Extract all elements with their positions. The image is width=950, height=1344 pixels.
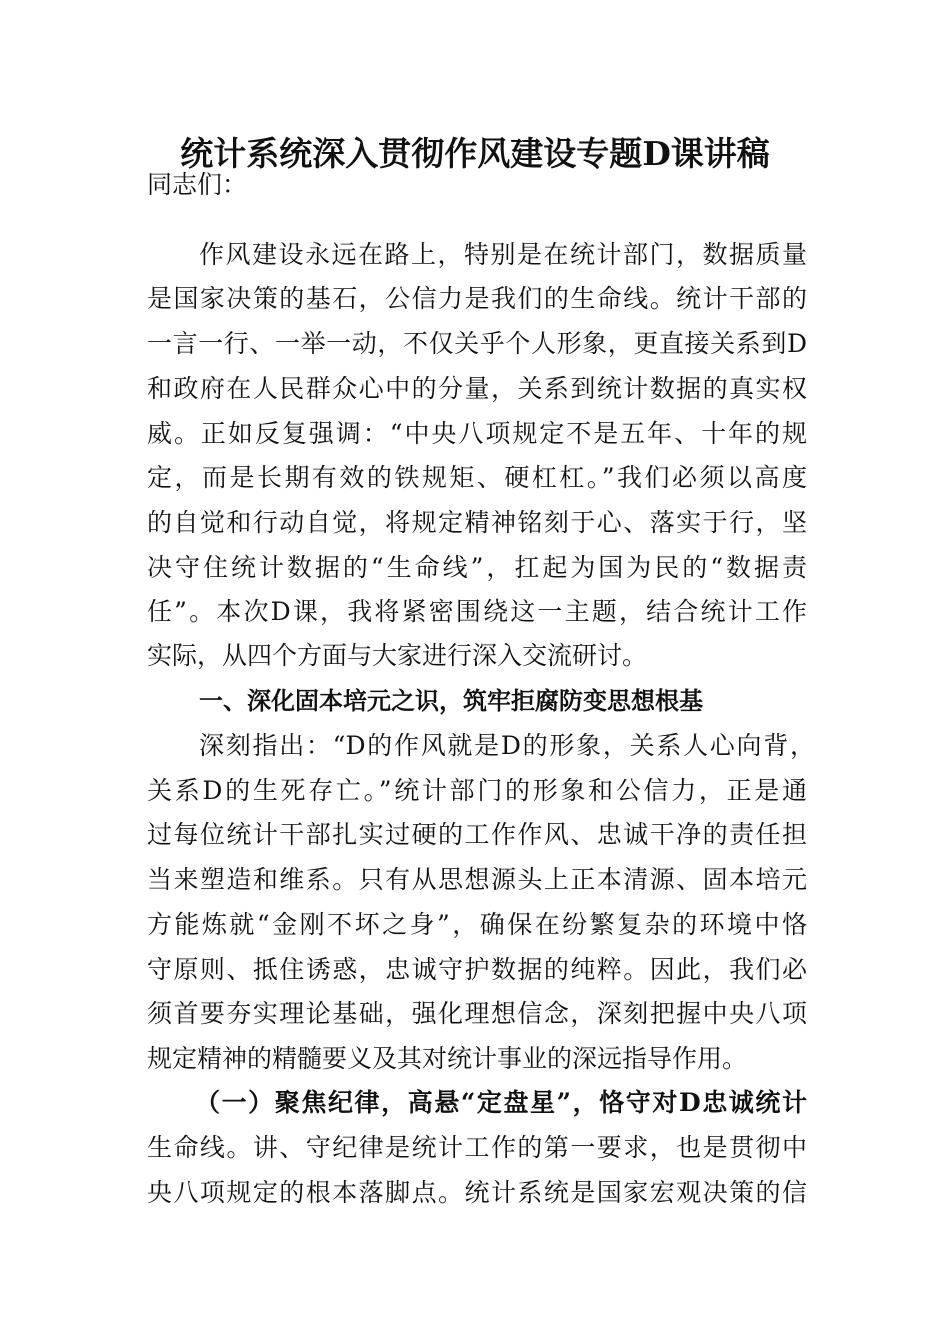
text-line: 生命线。讲、守纪律是统计工作的第一要求，也是贯彻中 xyxy=(147,1133,807,1162)
text-line: 威。正如反复强调：“中央八项规定不是五年、十年的规 xyxy=(147,419,807,448)
text-line: 是国家决策的基石，公信力是我们的生命线。统计干部的 xyxy=(147,284,807,313)
text-line: 任”。本次D课，我将紧密围绕这一主题，结合统计工作 xyxy=(147,597,807,626)
text-line: 关系D的生死存亡。”统计部门的形象和公信力，正是通 xyxy=(147,776,807,805)
text-line: 须首要夯实理论基础，强化理想信念，深刻把握中央八项 xyxy=(147,999,807,1028)
salutation: 同志们： xyxy=(147,170,248,199)
text-line: 决守住统计数据的“生命线”，扛起为国为民的“数据责 xyxy=(147,553,807,582)
text-line: 方能炼就“金刚不坏之身”，确保在纷繁复杂的环境中恪 xyxy=(147,910,807,939)
text-line: 实际，从四个方面与大家进行深入交流研讨。 xyxy=(147,641,648,670)
text-line: 作风建设永远在路上，特别是在统计部门，数据质量 xyxy=(199,240,807,269)
text-line: 当来塑造和维系。只有从思想源头上正本清源、固本培元 xyxy=(147,865,807,894)
document-title: 统计系统深入贯彻作风建设专题D课讲稿 xyxy=(180,134,770,173)
text-line: 一言一行、一举一动，不仅关乎个人形象，更直接关系到D xyxy=(147,329,807,358)
text-line: 定，而是长期有效的铁规矩、硬杠杠。”我们必须以高度 xyxy=(147,463,807,492)
text-line: 过每位统计干部扎实过硬的工作作风、忠诚干净的责任担 xyxy=(147,820,807,849)
text-line: 深刻指出：“D的作风就是D的形象，关系人心向背， xyxy=(199,731,815,760)
text-line: 的自觉和行动自觉，将规定精神铭刻于心、落实于行，坚 xyxy=(147,508,807,537)
section-heading: 一、深化固本培元之识，筑牢拒腐防变思想根基 xyxy=(199,687,703,715)
subsection-heading: （一）聚焦纪律，高悬“定盘星”，恪守对D忠诚统计 xyxy=(195,1088,807,1117)
text-line: 和政府在人民群众心中的分量，关系到统计数据的真实权 xyxy=(147,374,807,403)
text-line: 守原则、抵住诱惑，忠诚守护数据的纯粹。因此，我们必 xyxy=(147,955,807,984)
text-line: 央八项规定的根本落脚点。统计系统是国家宏观决策的信 xyxy=(147,1178,807,1207)
text-line: 规定精神的精髓要义及其对统计事业的深远指导作用。 xyxy=(147,1044,748,1073)
